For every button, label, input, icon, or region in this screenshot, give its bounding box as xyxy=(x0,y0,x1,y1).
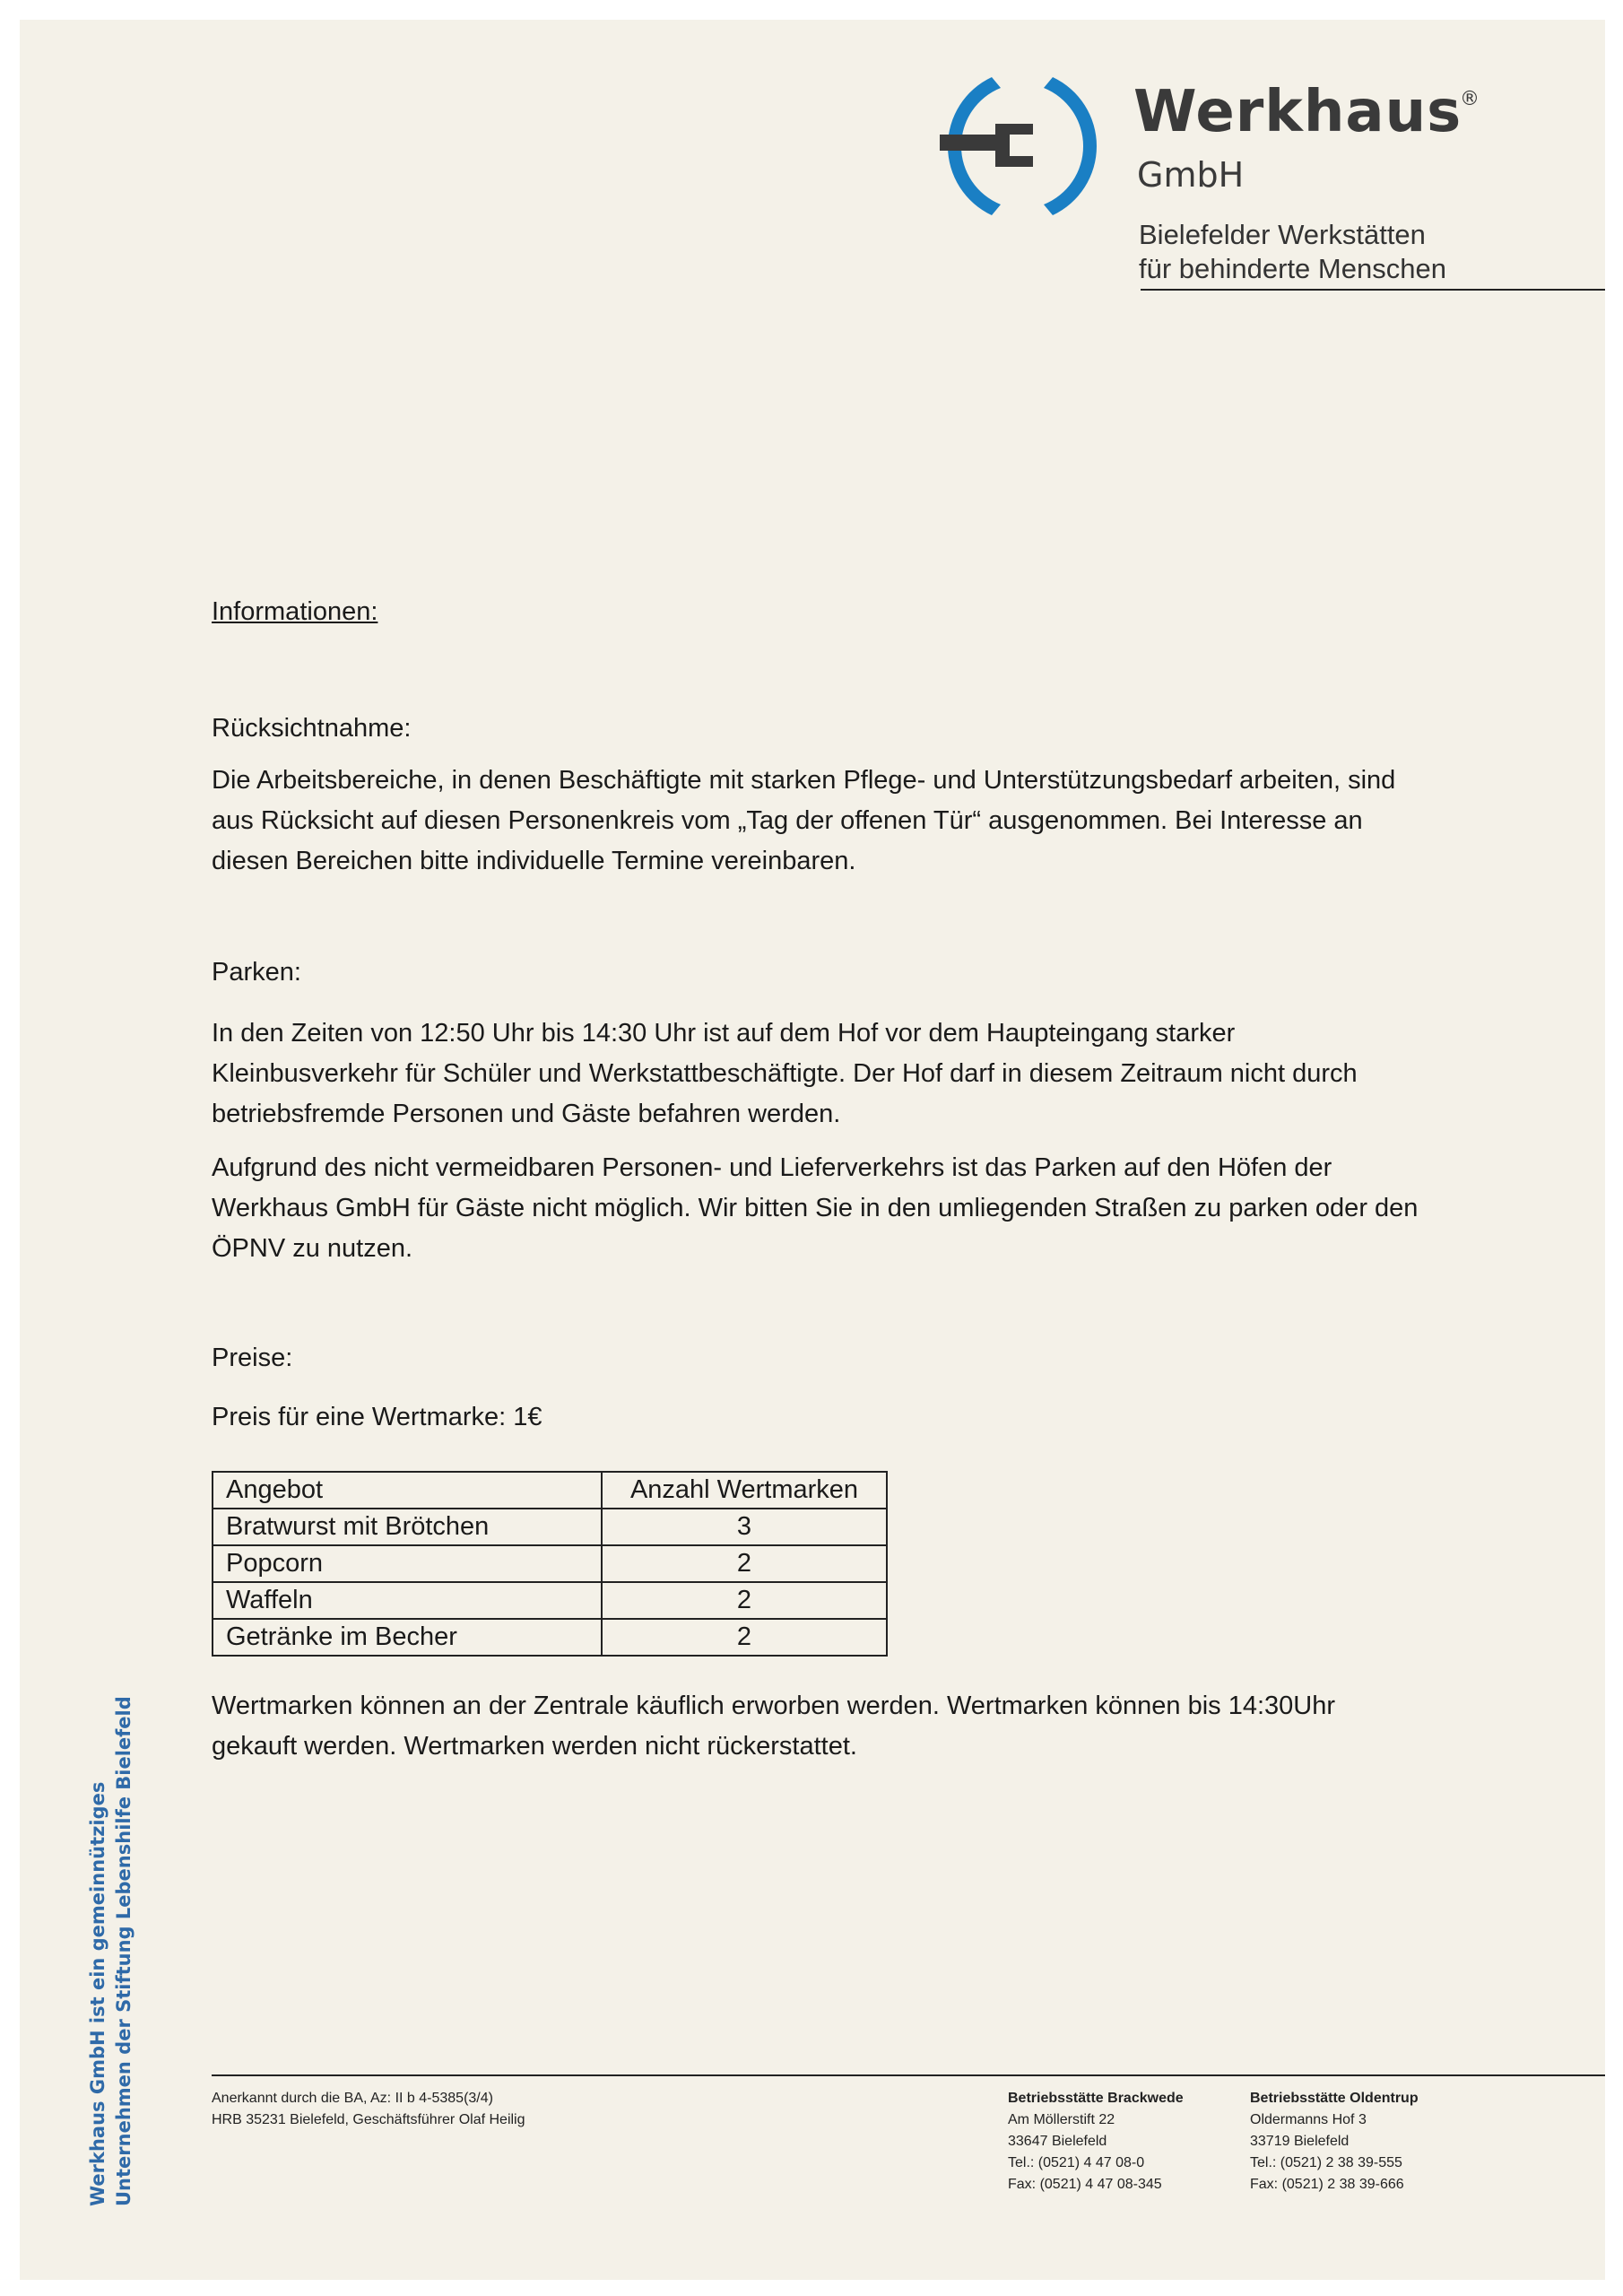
price-table xyxy=(212,1471,888,1657)
paragraph-wertmarken-note xyxy=(212,1686,1485,1767)
text-line: diesen Bereichen bitte individuelle Termine vereinbaren. xyxy=(212,847,856,875)
registered-mark: ® xyxy=(1460,88,1480,110)
site-title: Betriebsstätte Oldentrup xyxy=(1250,2091,1419,2106)
site-fax: Fax: (0521) 2 38 39-666 xyxy=(1250,2177,1404,2192)
table-cell: 2 xyxy=(602,1582,887,1619)
footer-legal xyxy=(212,2088,525,2131)
table-cell: Waffeln xyxy=(213,1582,602,1619)
table-cell: 2 xyxy=(602,1619,887,1656)
werkhaus-logo xyxy=(933,70,1497,285)
site-city: 33719 Bielefeld xyxy=(1250,2134,1350,2149)
site-title: Betriebsstätte Brackwede xyxy=(1008,2091,1184,2106)
footer-site-brackwede xyxy=(1008,2088,1184,2196)
text-line: Wertmarken können an der Zentrale käuflich erworben werden. Wertmarken können bis 14:30Uhr xyxy=(212,1692,1336,1720)
table-cell: Bratwurst mit Brötchen xyxy=(213,1509,602,1545)
text-line: In den Zeiten von 12:50 Uhr bis 14:30 Uhr ist auf dem Hof vor dem Haupteingang starker xyxy=(212,1019,1236,1048)
side-text-line-1: Werkhaus GmbH ist ein gemeinnütziges xyxy=(87,1781,108,2206)
table-cell: Popcorn xyxy=(213,1545,602,1582)
brand-name: Werkhaus xyxy=(1133,79,1462,145)
text-line: Die Arbeitsbereiche, in denen Beschäftigte mit starken Pflege- und Unterstützungsbedarf arbeiten, sind xyxy=(212,766,1396,795)
text-line: ÖPNV zu nutzen. xyxy=(212,1234,413,1263)
table-cell: 3 xyxy=(602,1509,887,1545)
werkhaus-logo-mark-icon xyxy=(933,70,1112,222)
table-row xyxy=(213,1582,887,1619)
text-line: gekauft werden. Wertmarken werden nicht rückerstattet. xyxy=(212,1732,857,1761)
side-organization-note xyxy=(85,1696,137,2206)
footer-divider xyxy=(212,2074,1605,2076)
table-row xyxy=(213,1619,887,1656)
tagline-line-1: Bielefelder Werkstätten xyxy=(1139,219,1426,250)
section-title-preise: Preise: xyxy=(212,1344,293,1372)
section-title-ruecksicht: Rücksichtnahme: xyxy=(212,714,412,743)
site-street: Oldermanns Hof 3 xyxy=(1250,2112,1367,2127)
site-phone: Tel.: (0521) 2 38 39-555 xyxy=(1250,2155,1402,2170)
legal-line-1: Anerkannt durch die BA, Az: II b 4-5385(3/4) xyxy=(212,2091,493,2106)
table-cell: Getränke im Becher xyxy=(213,1619,602,1656)
section-heading-informationen: Informationen: xyxy=(212,597,378,626)
brand-tagline xyxy=(1139,218,1446,286)
text-line: aus Rücksicht auf diesen Personenkreis vom „Tag der offenen Tür“ ausgenommen. Bei Interesse an xyxy=(212,806,1363,835)
tagline-line-2: für behinderte Menschen xyxy=(1139,253,1446,284)
site-phone: Tel.: (0521) 4 47 08-0 xyxy=(1008,2155,1145,2170)
footer-site-oldentrup xyxy=(1250,2088,1419,2196)
section-title-parken: Parken: xyxy=(212,958,301,987)
table-header-cell: Angebot xyxy=(213,1472,602,1509)
site-fax: Fax: (0521) 4 47 08-345 xyxy=(1008,2177,1162,2192)
site-street: Am Möllerstift 22 xyxy=(1008,2112,1115,2127)
paragraph-ruecksicht xyxy=(212,761,1485,882)
table-header-cell: Anzahl Wertmarken xyxy=(602,1472,887,1509)
text-line: betriebsfremde Personen und Gäste befahren werden. xyxy=(212,1100,841,1128)
table-cell: 2 xyxy=(602,1545,887,1582)
unit-price: Preis für eine Wertmarke: 1€ xyxy=(212,1403,542,1431)
site-city: 33647 Bielefeld xyxy=(1008,2134,1107,2149)
legal-line-2: HRB 35231 Bielefeld, Geschäftsführer Olaf Heilig xyxy=(212,2112,525,2127)
table-row xyxy=(213,1509,887,1545)
text-line: Kleinbusverkehr für Schüler und Werkstattbeschäftigte. Der Hof darf in diesem Zeitraum nicht durch xyxy=(212,1059,1358,1088)
table-header-row xyxy=(213,1472,887,1509)
paragraph-parken-1 xyxy=(212,1013,1485,1135)
paragraph-parken-2 xyxy=(212,1148,1485,1269)
text-line: Aufgrund des nicht vermeidbaren Personen- und Lieferverkehrs ist das Parken auf den Höfen der xyxy=(212,1153,1332,1182)
text-line: Werkhaus GmbH für Gäste nicht möglich. Wir bitten Sie in den umliegenden Straßen zu parken oder den xyxy=(212,1194,1419,1222)
table-row xyxy=(213,1545,887,1582)
side-text-line-2: Unternehmen der Stiftung Lebenshilfe Bielefeld xyxy=(113,1696,135,2206)
brand-suffix: GmbH xyxy=(1137,155,1245,195)
header-divider xyxy=(1141,289,1605,291)
